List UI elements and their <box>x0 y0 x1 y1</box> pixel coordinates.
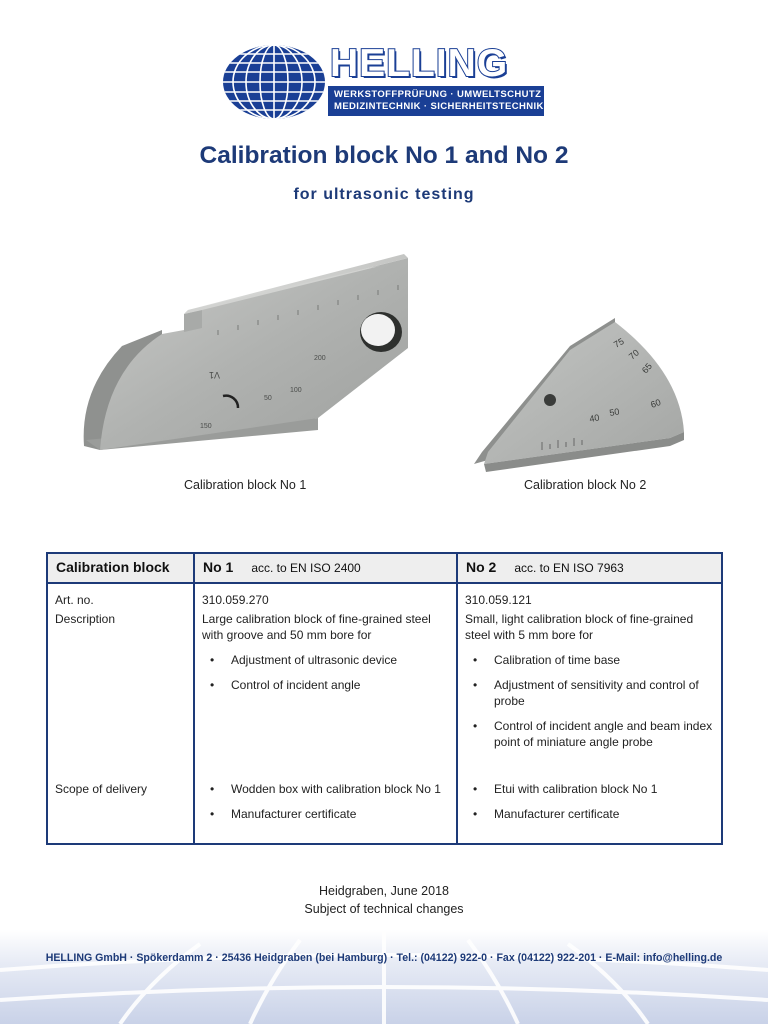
header-no1-title: No 1 <box>203 559 234 575</box>
list-item: • Etui with calibration block No 1 <box>465 781 714 797</box>
calibration-block-2-photo <box>470 312 690 472</box>
page-subtitle: for ultrasonic testing <box>293 186 475 203</box>
row-label-art-no: Art. no. <box>47 583 194 611</box>
block2-marking: 60 <box>649 397 663 410</box>
footnote <box>0 882 768 918</box>
calibration-block-1-photo <box>78 250 414 472</box>
block2-marking: 40 <box>588 412 601 424</box>
block2-marking: 50 <box>608 406 621 418</box>
block1-marking: 50 <box>264 395 272 402</box>
logo-tagline-line2: MEDIZINTECHNIK · SICHERHEITSTECHNIK <box>334 101 544 112</box>
table-header-row <box>47 553 722 583</box>
row-label-scope <box>47 781 194 844</box>
list-item: • Manufacturer certificate <box>465 806 714 822</box>
logo-tagline <box>328 86 544 116</box>
scope-no1 <box>194 781 457 844</box>
header-no1-standard: acc. to EN ISO 2400 <box>251 561 361 575</box>
scope-no2-list <box>465 781 714 822</box>
table-row <box>47 611 722 781</box>
list-item: • Manufacturer certificate <box>202 806 449 822</box>
footer-globe-background <box>0 930 768 1024</box>
description-no2-list <box>465 652 714 750</box>
globe-logo-icon <box>222 44 326 120</box>
table-row <box>47 583 722 611</box>
scope-no1-list <box>202 781 449 822</box>
footnote-changes: Subject of technical changes <box>304 902 464 916</box>
company-logo <box>222 44 544 120</box>
description-no1-text: Large calibration block of fine-grained steel with groove and 50 mm bore for <box>202 612 431 642</box>
logo-tagline-line1: WERKSTOFFPRÜFUNG · UMWELTSCHUTZ <box>334 89 542 100</box>
spec-table <box>46 552 723 845</box>
description-no2 <box>457 611 722 781</box>
block1-marking: 200 <box>314 355 326 362</box>
block2-marking: 70 <box>626 347 641 362</box>
list-item: • Calibration of time base <box>465 652 714 668</box>
list-item: • Wodden box with calibration block No 1 <box>202 781 449 797</box>
photo-caption-2: Calibration block No 2 <box>524 478 647 492</box>
description-no2-text: Small, light calibration block of fine-grained steel with 5 mm bore for <box>465 612 694 642</box>
list-item: • Adjustment of sensitivity and control of probe <box>465 677 714 709</box>
footer-contact-line: HELLING GmbH · Spökerdamm 2 · 25436 Heidgraben (bei Hamburg) · Tel.: (04122) 922-0 · Fax (04122) 922-201 · E-Mail: info@helling.de <box>45 952 723 964</box>
block1-marking: V1 <box>208 370 220 380</box>
list-item: • Control of incident angle and beam index point of miniature angle probe <box>465 718 714 750</box>
art-no-no1: 310.059.270 <box>194 583 457 611</box>
photo-caption-1: Calibration block No 1 <box>184 478 307 492</box>
header-no2 <box>457 553 722 583</box>
header-no2-standard: acc. to EN ISO 7963 <box>514 561 624 575</box>
spec-table-container <box>46 552 721 845</box>
description-no1-list <box>202 652 449 693</box>
row-label-description-text: Description <box>55 612 116 626</box>
page-title: Calibration block No 1 and No 2 <box>199 142 569 169</box>
art-no-no2: 310.059.121 <box>457 583 722 611</box>
row-label-scope-text: Scope of delivery <box>55 782 148 796</box>
footnote-date: Heidgraben, June 2018 <box>319 884 449 898</box>
block1-marking: 100 <box>290 387 302 394</box>
list-item: • Adjustment of ultrasonic device <box>202 652 449 668</box>
block1-marking: 150 <box>200 423 212 430</box>
block2-marking: 75 <box>612 336 626 350</box>
block2-marking: 65 <box>639 361 654 376</box>
description-no1 <box>194 611 457 781</box>
row-label-description <box>47 611 194 781</box>
logo-wordmark: HELLING <box>330 42 509 85</box>
scope-no2 <box>457 781 722 844</box>
table-row <box>47 781 722 844</box>
header-calibration-block: Calibration block <box>47 553 194 583</box>
list-item: • Control of incident angle <box>202 677 449 693</box>
header-no2-title: No 2 <box>466 559 497 575</box>
header-no1 <box>194 553 457 583</box>
